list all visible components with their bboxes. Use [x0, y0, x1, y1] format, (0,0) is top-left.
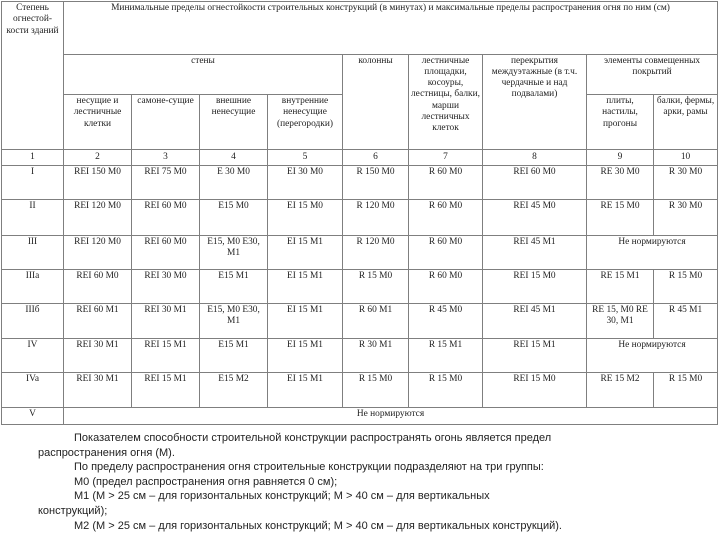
table-row: [2, 200, 718, 235]
table-row: [2, 270, 718, 303]
table-cell: R 15 M0: [343, 373, 409, 407]
note-line: Показателем способности строительной конструкции распространять огонь является предел: [74, 432, 552, 444]
table-cell: REI 30 M1: [64, 373, 132, 407]
table-cell: R 120 M0: [343, 200, 409, 235]
table-cell: E 30 M0: [200, 165, 268, 199]
table-cell: R 60 M1: [343, 303, 409, 338]
table-cell: REI 15 M1: [483, 338, 587, 372]
degree-cell: V: [2, 407, 64, 424]
table-cell: REI 45 M1: [483, 303, 587, 338]
table-cell: EI 15 M1: [268, 270, 343, 303]
table-cell: EI 30 M0: [268, 165, 343, 199]
table-row: [2, 303, 718, 338]
walls-int-header: внутренние ненесущие (перегородки): [268, 95, 343, 150]
table-cell: REI 15 M1: [132, 338, 200, 372]
table-cell: REI 15 M1: [132, 373, 200, 407]
column-number: 1: [2, 149, 64, 165]
table-cell: REI 30 M1: [64, 338, 132, 372]
table-cell: REI 30 M1: [132, 303, 200, 338]
degree-cell: IVa: [2, 373, 64, 407]
table-cell: REI 30 M0: [132, 270, 200, 303]
table-cell: REI 15 M0: [483, 373, 587, 407]
table-cell: REI 60 M0: [132, 235, 200, 269]
column-number: 10: [654, 149, 718, 165]
table-cell: REI 120 M0: [64, 235, 132, 269]
table-cell: REI 60 M0: [132, 200, 200, 235]
table-cell: R 15 M0: [409, 373, 483, 407]
table-cell: E15, M0 E30, M1: [200, 235, 268, 269]
table-cell: E15 M0: [200, 200, 268, 235]
column-number: 7: [409, 149, 483, 165]
table-row: [2, 338, 718, 372]
table-cell: E15 M1: [200, 270, 268, 303]
table-cell: E15, M0 E30, M1: [200, 303, 268, 338]
table-cell: REI 75 M0: [132, 165, 200, 199]
roof-beams-header: балки, фермы, арки, рамы: [654, 95, 718, 150]
note-line: М1 (М > 25 см – для горизонтальных конструкций; М > 40 см – для вертикальных: [74, 490, 490, 503]
column-number: 8: [483, 149, 587, 165]
walls-header: стены: [64, 54, 343, 94]
column-number: 3: [132, 149, 200, 165]
column-number-row: [2, 149, 718, 165]
table-cell: REI 150 M0: [64, 165, 132, 199]
table-cell: RE 15, M0 RE 30, M1: [587, 303, 654, 338]
table-cell: EI 15 M1: [268, 338, 343, 372]
note-line: конструкций);: [38, 504, 108, 517]
table-cell: R 150 M0: [343, 165, 409, 199]
table-cell: REI 120 M0: [64, 200, 132, 235]
column-number: 6: [343, 149, 409, 165]
walls-ext-header: внешние ненесущие: [200, 95, 268, 150]
notes: [38, 431, 710, 533]
table-cell: EI 15 M0: [268, 200, 343, 235]
not-normed-cell: Не нормируются: [587, 338, 718, 372]
table-cell: REI 60 M0: [64, 270, 132, 303]
table-cell: R 30 M0: [654, 165, 718, 199]
walls-self-header: самоне-сущие: [132, 95, 200, 150]
degree-cell: IIIб: [2, 303, 64, 338]
floors-header: перекрытия междуэтажные (в т.ч. чердачные и над подвалами): [483, 54, 587, 149]
stairs-header: лестничные площадки, косоуры, лестницы, балки, марши лестничных клеток: [409, 54, 483, 149]
roof-header: элементы совмещенных покрытий: [587, 54, 718, 94]
table-cell: EI 15 M1: [268, 373, 343, 407]
table-cell: R 30 M0: [654, 200, 718, 235]
roof-slabs-header: плиты, настилы, прогоны: [587, 95, 654, 150]
table-cell: REI 60 M0: [483, 165, 587, 199]
table-cell: R 15 M0: [654, 373, 718, 407]
table-cell: R 45 M0: [409, 303, 483, 338]
table-cell: REI 60 M1: [64, 303, 132, 338]
column-number: 2: [64, 149, 132, 165]
degree-cell: I: [2, 165, 64, 199]
table-cell: RE 30 M0: [587, 165, 654, 199]
column-number: 9: [587, 149, 654, 165]
table-cell: R 15 M1: [409, 338, 483, 372]
table-cell: R 60 M0: [409, 270, 483, 303]
not-normed-cell: Не нормируются: [587, 235, 718, 269]
table-cell: E15 M2: [200, 373, 268, 407]
table-cell: R 45 M1: [654, 303, 718, 338]
note-line: По пределу распространения огня строительные конструкции подразделяют на три группы:: [74, 461, 544, 474]
table-cell: EI 15 M1: [268, 303, 343, 338]
column-number: 4: [200, 149, 268, 165]
fire-resistance-table: [1, 1, 718, 425]
table-row: [2, 235, 718, 269]
table-row: [2, 373, 718, 407]
note-line: М0 (предел распространения огня равняется 0 см);: [74, 475, 338, 488]
note-line: распространения огня (М).: [38, 446, 175, 459]
table-cell: R 15 M0: [343, 270, 409, 303]
table-cell: R 60 M0: [409, 165, 483, 199]
walls-bearing-header: несущие и лестничные клетки: [64, 95, 132, 150]
degree-cell: IV: [2, 338, 64, 372]
table-cell: E15 M1: [200, 338, 268, 372]
degree-cell: II: [2, 200, 64, 235]
note-line: М2 (М > 25 см – для горизонтальных конструкций; М > 40 см – для вертикальных конструкций).: [74, 519, 562, 532]
table-cell: REI 45 M1: [483, 235, 587, 269]
not-normed-cell: Не нормируются: [64, 407, 718, 424]
column-number: 5: [268, 149, 343, 165]
table-cell: EI 15 M1: [268, 235, 343, 269]
table-cell: RE 15 M0: [587, 200, 654, 235]
table-cell: RE 15 M1: [587, 270, 654, 303]
table-cell: R 120 M0: [343, 235, 409, 269]
table-cell: RE 15 M2: [587, 373, 654, 407]
table-row: [2, 165, 718, 199]
columns-header: колонны: [343, 54, 409, 149]
table-cell: R 60 M0: [409, 235, 483, 269]
group-header: Минимальные пределы огнестойкости строительных конструкций (в минутах) и максимальные пределы распространения огня по ним (см): [64, 2, 718, 55]
degree-cell: III: [2, 235, 64, 269]
table-cell: R 60 M0: [409, 200, 483, 235]
table-cell: R 30 M1: [343, 338, 409, 372]
table-row: [2, 407, 718, 424]
degree-header: Степень огнестой-кости зданий: [2, 2, 64, 150]
table-cell: REI 15 M0: [483, 270, 587, 303]
degree-cell: IIIa: [2, 270, 64, 303]
table-cell: REI 45 M0: [483, 200, 587, 235]
table-cell: R 15 M0: [654, 270, 718, 303]
